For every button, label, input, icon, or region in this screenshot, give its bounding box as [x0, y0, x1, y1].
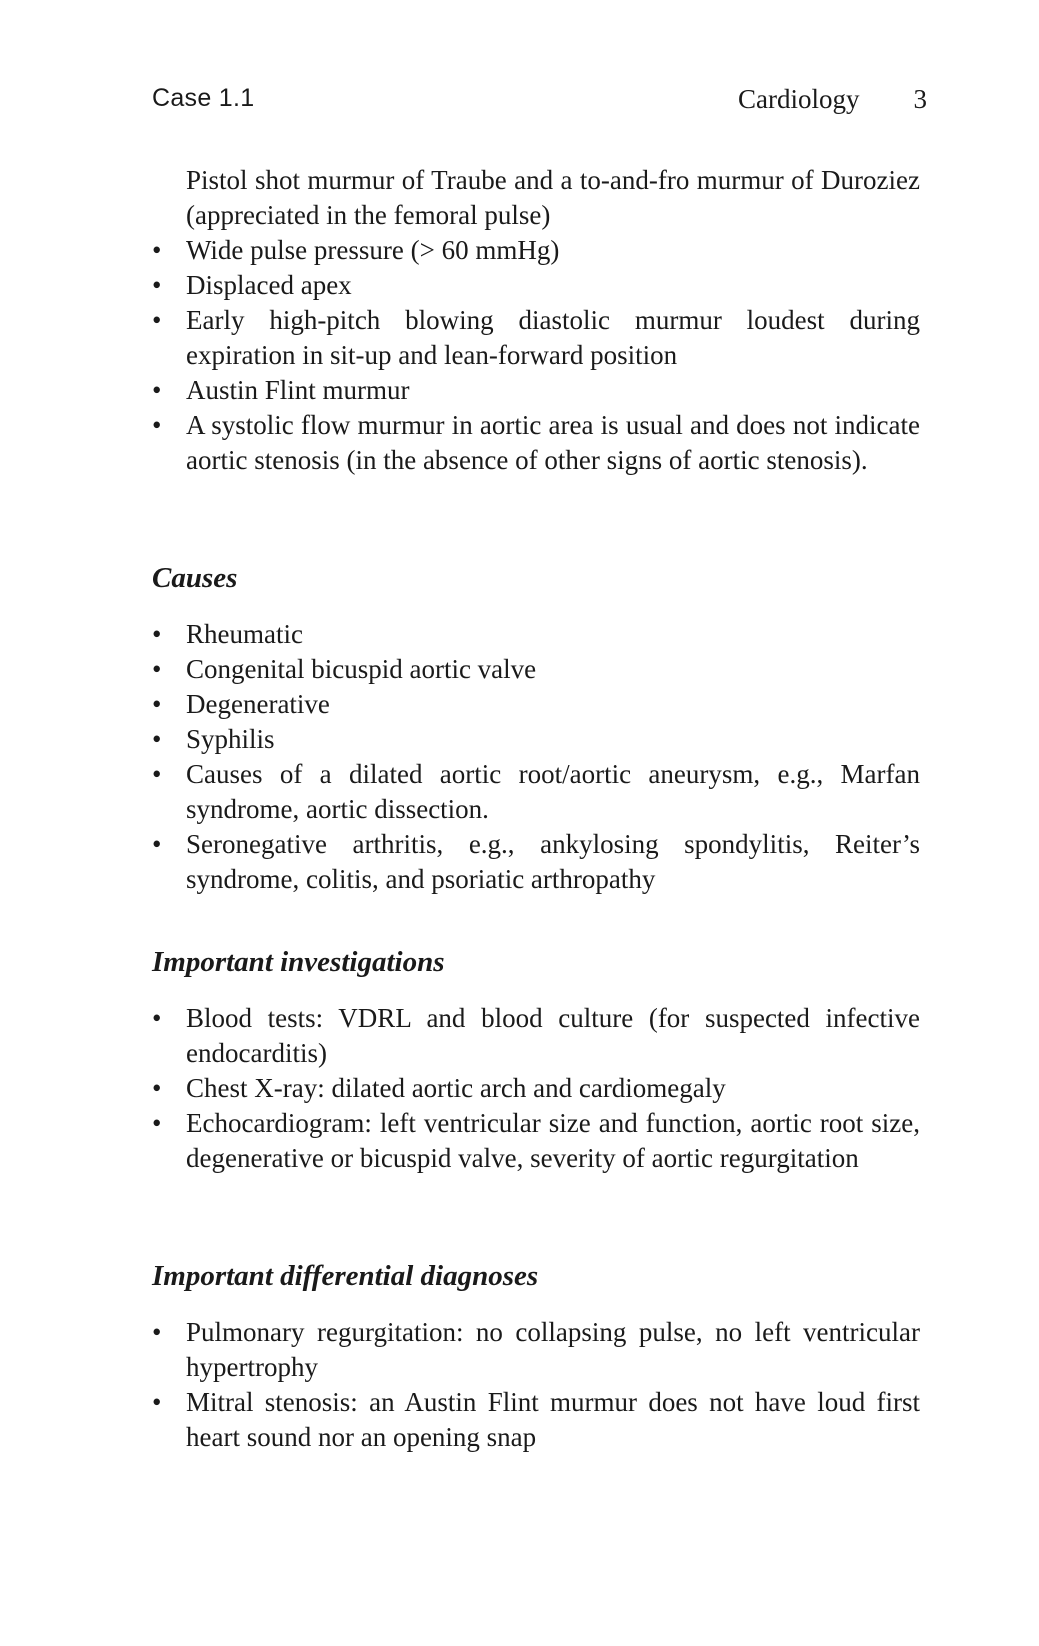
- causes-list: [152, 617, 920, 897]
- list-item: • A systolic flow murmur in aortic area is usual and does not indicate aortic stenosis (in the absence of other signs of aortic stenosis).: [152, 408, 920, 478]
- signs-continued-section: [152, 163, 920, 478]
- list-item: • Pulmonary regurgitation: no collapsing pulse, no left ventricular hypertrophy: [152, 1315, 920, 1385]
- list-item: • Syphilis: [152, 722, 920, 757]
- list-item: • Congenital bicuspid aortic valve: [152, 652, 920, 687]
- running-header-case: Case 1.1: [152, 84, 255, 112]
- list-item: • Mitral stenosis: an Austin Flint murmur does not have loud first heart sound nor an opening snap: [152, 1385, 920, 1455]
- list-item: • Austin Flint murmur: [152, 373, 920, 408]
- chapter-title: Cardiology: [738, 84, 860, 114]
- signs-list: [152, 233, 920, 478]
- page-number: 3: [913, 84, 927, 114]
- list-item: • Wide pulse pressure (> 60 mmHg): [152, 233, 920, 268]
- section-heading-differentials: Important differential diagnoses: [152, 1260, 539, 1292]
- differentials-list: [152, 1315, 920, 1455]
- section-heading-investigations: Important investigations: [152, 946, 445, 978]
- section-heading-causes: Causes: [152, 562, 238, 594]
- list-item: • Rheumatic: [152, 617, 920, 652]
- running-header-chapter: [738, 84, 927, 115]
- investigations-section: [152, 1001, 920, 1176]
- list-item: • Seronegative arthritis, e.g., ankylosing spondylitis, Reiter’s syndrome, colitis, and psoriatic arthropathy: [152, 827, 920, 897]
- causes-section: [152, 617, 920, 897]
- list-item: • Echocardiogram: left ventricular size and function, aortic root size, degenerative or bicuspid valve, severity of aortic regurgitation: [152, 1106, 920, 1176]
- continued-paragraph: Pistol shot murmur of Traube and a to-and-fro murmur of Duroziez (appreciated in the femoral pulse): [186, 165, 920, 230]
- list-item: • Displaced apex: [152, 268, 920, 303]
- list-item: • Early high-pitch blowing diastolic murmur loudest during expiration in sit-up and lean-forward position: [152, 303, 920, 373]
- list-item: • Causes of a dilated aortic root/aortic aneurysm, e.g., Marfan syndrome, aortic dissection.: [152, 757, 920, 827]
- list-item: • Blood tests: VDRL and blood culture (for suspected infective endocarditis): [152, 1001, 920, 1071]
- list-item: • Chest X-ray: dilated aortic arch and cardiomegaly: [152, 1071, 920, 1106]
- differentials-section: [152, 1315, 920, 1455]
- investigations-list: [152, 1001, 920, 1176]
- list-item: • Degenerative: [152, 687, 920, 722]
